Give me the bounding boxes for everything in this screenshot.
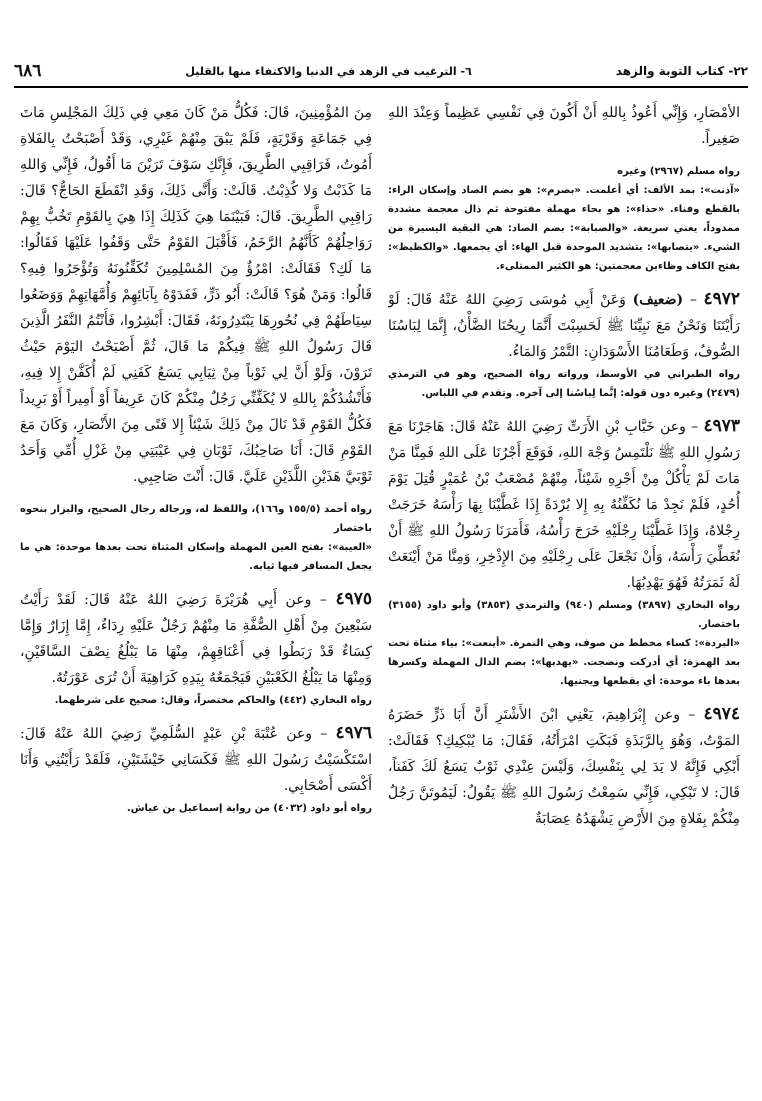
hadith-number: ٤٩٧٥	[335, 589, 372, 609]
hadith-text: وَعَنْ أَبِي مُوسَى رَضِيَ اللهُ عَنْهُ قَالَ: لَوْ رَأَيْتَنَا وَنَحْنُ مَعَ نَبِيِّنَا ﷺ لَحَسِبْتَ أَنَّمَا رِيحُنَا الضَّأْنُ، إِنَّمَا لِبَاسُنَا الصُّوفُ، وَطَعَامُنَا الأَسْوَدَانِ: التَّمْرُ وَالمَاءُ.	[388, 292, 740, 360]
hadith-4974-gloss: «العيبة»: بفتح العين المهملة وإسكان المثناة تحت بعدها موحدة: هي ما يجعل المسافر فيها ثيابه.	[20, 542, 372, 572]
right-column	[388, 100, 740, 1091]
hadith-grade: (ضعيف)	[632, 292, 684, 308]
hadith-text: وعن أَبِي هُرَيْرَةَ رَضِيَ اللهُ عَنْهُ قَالَ: لَقَدْ رَأَيْتُ سَبْعِينَ مِنْ أَهْلِ الصُّفَّةِ مَا مِنْهُمْ رَجُلٌ عَلَيْهِ رِدَاءٌ، إِمَّا إِزَارٌ وَإِمَّا كِسَاءٌ قَدْ رَبَطُوا فِي أَعْنَاقِهِمْ، مِنْهَا مَا يَبْلُغُ نِصْفَ السَّاقَيْنِ، وَمِنْهَا مَا يَبْلُغُ الكَعْبَيْنِ فَيَجْمَعُهُ بِيَدِهِ كَرَاهِيَةَ أَنْ تُرَى عَوْرَتُهُ.	[20, 592, 372, 686]
hadith-4973-source: رواه البخاري (٣٨٩٧) ومسلم (٩٤٠) والترمذي (٣٨٥٣) وأبو داود (٣١٥٥) باختصار.	[388, 600, 740, 630]
hadith-4971-gloss: «آذنت»: بمد الألف: أي أعلمت. «بصرم»: هو بضم الصاد وإسكان الراء: بالقطع وفناء. «حذاء»: هو بحاء مهملة مفتوحة ثم ذال معجمة مشددة ممدوداً، يعني سريعة. «والصبابة»: بضم الصاد: هي البقية اليسيرة من الشيء. «يتصابها»: بتشديد الموحدة قبل الهاء: أي يجمعها. «والكظيظ»: بفتح الكاف وظاءين معجمتين: هو الكثير الممتلىء.	[388, 185, 740, 272]
hadith-4976: ٤٩٧٦ – وعن عُتْبَةَ بْنِ عَبْدٍ السُّلَمِيِّ رَضِيَ اللهُ عَنْهُ قَالَ: اسْتَكْسَيْتُ رَسُولَ اللهِ ﷺ فَكَسَانِي خَيْشَتَيْنِ، فَلَقَدْ رَأَيْتُنِي وَأَنَا أَكْسَى أَصْحَابِي.	[20, 723, 372, 794]
hadith-text: وعن إِبْرَاهِيمَ، يَعْنِي ابْنَ الأَشْتَرِ أَنَّ أَبَا ذَرٍّ حَضَرَهُ المَوْتُ، وَهُوَ بِالرَّبَذَةِ فَبَكَتِ امْرَأَتُهُ، فَقَالَ: مَا يُبْكِيكِ؟ فَقَالَتْ: أَبْكِي فَإِنَّهُ لا يَدَ لِي بِنَفْسِكَ، وَلَيْسَ عِنْدِي ثَوْبٌ يَسَعُ لَكَ كَفَناً، قَالَ: لا تَبْكِي، فَإِنِّي سَمِعْتُ رَسُولَ اللهِ ﷺ يَقُولُ: لَيَمُوتَنَّ رَجُلٌ مِنْكُمْ بِفَلاةٍ مِنَ الأَرْضِ يَشْهَدُهُ عِصَابَةٌ	[388, 707, 740, 827]
hadith-number: ٤٩٧٤	[703, 704, 740, 724]
hadith-4971-source: رواه مسلم (٢٩٦٧) وغيره	[617, 166, 740, 177]
hadith-text: وعن عُتْبَةَ بْنِ عَبْدٍ السُّلَمِيِّ رَضِيَ اللهُ عَنْهُ قَالَ: اسْتَكْسَيْتُ رَسُولَ اللهِ ﷺ فَكَسَانِي خَيْشَتَيْنِ، فَلَقَدْ رَأَيْتُنِي وَأَنَا أَكْسَى أَصْحَابِي.	[20, 726, 372, 794]
hadith-4973: ٤٩٧٣ – وعن خَبَّابِ بْنِ الأَرَتِّ رَضِيَ اللهُ عَنْهُ قَالَ: هَاجَرْنَا مَعَ رَسُولِ اللهِ ﷺ نَلْتَمِسُ وَجْهَ اللهِ، فَوَقَعَ أَجْرُنَا عَلَى اللهِ فَمِنَّا مَنْ مَاتَ لَمْ يَأْكُلْ مِنْ أَجْرِهِ شَيْئاً، مِنْهُمْ مُصْعَبُ بْنُ عُمَيْرٍ قُتِلَ يَوْمَ أُحُدٍ، فَلَمْ نَجِدْ مَا نُكَفِّنُهُ بِهِ إِلا بُرْدَةً إِذَا غَطَّيْنَا بِهَا رَأْسَهُ خَرَجَتْ رِجْلاهُ، وَإِذَا غَطَّيْنَا رِجْلَيْهِ خَرَجَ رَأْسُهُ، فَأَمَرَنَا رَسُولُ اللهِ ﷺ أَنْ نُغَطِّيَ رَأْسَهُ، وَأَنْ نَجْعَلَ عَلَى رِجْلَيْهِ مِنَ الإِذْخِرِ، وَمِنَّا مَنْ أَيْنَعَتْ لَهُ ثَمَرَتُهُ فَهُوَ يَهْدِبُهَا.	[388, 416, 740, 591]
chapter-title: ٦- الترغيب في الزهد في الدنيا والاكتفاء منها بالقليل	[185, 64, 472, 78]
hadith-4976-source: رواه أبو داود (٤٠٣٢) من رواية إسماعيل بن عياش.	[126, 803, 372, 814]
hadith-4975-source: رواه البخاري (٤٤٢) والحاكم مختصراً، وقال: صحيح على شرطهما.	[54, 695, 372, 706]
hadith-text: وعن خَبَّابِ بْنِ الأَرَتِّ رَضِيَ اللهُ عَنْهُ قَالَ: هَاجَرْنَا مَعَ رَسُولِ اللهِ ﷺ نَلْتَمِسُ وَجْهَ اللهِ، فَوَقَعَ أَجْرُنَا عَلَى اللهِ فَمِنَّا مَنْ مَاتَ لَمْ يَأْكُلْ مِنْ أَجْرِهِ شَيْئاً، مِنْهُمْ مُصْعَبُ بْنُ عُمَيْرٍ قُتِلَ يَوْمَ أُحُدٍ، فَلَمْ نَجِدْ مَا نُكَفِّنُهُ بِهِ إِلا بُرْدَةً إِذَا غَطَّيْنَا بِهَا رَأْسَهُ خَرَجَتْ رِجْلاهُ، وَإِذَا غَطَّيْنَا رِجْلَيْهِ خَرَجَ رَأْسُهُ، فَأَمَرَنَا رَسُولُ اللهِ ﷺ أَنْ نُغَطِّيَ رَأْسَهُ، وَأَنْ نَجْعَلَ عَلَى رِجْلَيْهِ مِنَ الإِذْخِرِ، وَمِنَّا مَنْ أَيْنَعَتْ لَهُ ثَمَرَتُهُ فَهُوَ يَهْدِبُهَا.	[388, 419, 740, 591]
hadith-4972: ٤٩٧٢ – (ضعيف) وَعَنْ أَبِي مُوسَى رَضِيَ اللهُ عَنْهُ قَالَ: لَوْ رَأَيْتَنَا وَنَحْنُ مَعَ نَبِيِّنَا ﷺ لَحَسِبْتَ أَنَّمَا رِيحُنَا الضَّأْنُ، إِنَّمَا لِبَاسُنَا الصُّوفُ، وَطَعَامُنَا الأَسْوَدَانِ: التَّمْرُ وَالمَاءُ.	[388, 289, 740, 360]
hadith-4973-gloss: «البردة»: كساء مخطط من صوف، وهي النمرة. «أينعت»: بياء مثناة تحت بعد الهمزة: أي أدركت ونضجت. «يهدبها»: بضم الدال المهملة وكسرها بعدها باء موحدة: أي يقطعها ويجنيها.	[388, 638, 740, 687]
hadith-number: ٤٩٧٣	[703, 416, 740, 436]
hadith-number: ٤٩٧٢	[703, 289, 740, 309]
page-number: ٦٨٦	[14, 61, 42, 81]
hadith-number: ٤٩٧٦	[335, 723, 372, 743]
hadith-4975: ٤٩٧٥ – وعن أَبِي هُرَيْرَةَ رَضِيَ اللهُ عَنْهُ قَالَ: لَقَدْ رَأَيْتُ سَبْعِينَ مِنْ أَهْلِ الصُّفَّةِ مَا مِنْهُمْ رَجُلٌ عَلَيْهِ رِدَاءٌ، إِمَّا إِزَارٌ وَإِمَّا كِسَاءٌ قَدْ رَبَطُوا فِي أَعْنَاقِهِمْ، مِنْهَا مَا يَبْلُغُ نِصْفَ السَّاقَيْنِ، وَمِنْهَا مَا يَبْلُغُ الكَعْبَيْنِ فَيَجْمَعُهُ بِيَدِهِ كَرَاهِيَةَ أَنْ تُرَى عَوْرَتُهُ.	[20, 589, 372, 686]
page-header	[14, 56, 748, 88]
hadith-4971-ending: الأمْصَارِ، وَإِنِّي أَعُوذُ بِاللهِ أَنْ أَكُونَ فِي نَفْسِي عَظِيماً وَعِنْدَ اللهِ صَغِيراً.	[388, 105, 740, 147]
hadith-4974-continuation: مِنَ المُؤْمِنِينَ، قَالَ: فَكُلُّ مَنْ كَانَ مَعِي فِي ذَلِكَ المَجْلِسِ مَاتَ فِي جَمَاعَةٍ وَقَرْيَةٍ، فَلَمْ يَبْقَ مِنْهُمْ غَيْرِي، وَقَدْ أَصْبَحْتُ بِالفَلاةِ أَمُوتُ، فَرَاقِبِي الطَّرِيقَ، فَإِنَّكِ سَوْفَ تَرَيْنَ مَا أَقُولُ، فَإِنِّي وَاللهِ مَا كَذَبْتُ وَلا كُذِبْتُ. قَالَتْ: وَأَنَّى ذَلِكَ، وَقَدِ انْقَطَعَ الحَاجُّ؟ قَالَ: رَاقِبِي الطَّرِيقَ. قَالَ: فَبَيْنَمَا هِيَ كَذَلِكَ إِذَا هِيَ بِالقَوْمِ تَخُبُّ بِهِمْ رَوَاحِلُهُمْ كَأَنَّهُمُ الرَّخَمُ، فَأَقْبَلَ القَوْمُ حَتَّى وَقَفُوا عَلَيْهَا فَقَالُوا: مَا لَكِ؟ فَقَالَتْ: امْرُؤٌ مِنَ المُسْلِمِينَ تُكَفِّنُونَهُ وَتُؤْجَرُوا فِيهِ؟ قَالُوا: وَمَنْ هُوَ؟ قَالَتْ: أَبُو ذَرٍّ، فَفَدَوْهُ بِآبَائِهِمْ وَأُمَّهَاتِهِمْ وَوَضَعُوا سِيَاطَهُمْ فِي نُحُورِهَا يَبْتَدِرُونَهُ، فَقَالَ: أَبْشِرُوا، فَأَنْتُمُ النَّفَرُ الَّذِينَ قَالَ رَسُولُ اللهِ ﷺ فِيكُمْ مَا قَالَ، ثُمَّ أَصْبَحْتُ اليَوْمَ حَيْثُ تَرَوْنَ، وَلَوْ أَنَّ لِي ثَوْباً مِنْ ثِيَابِي يَسَعُ كَفَنِي لَمْ أُكَفَّنْ إِلا فِيهِ، فَأَنْشُدُكُمْ بِاللهِ لا يُكَفِّنِّي رَجُلٌ مِنْكُمْ كَانَ عَرِيفاً أَوْ أَمِيراً أَوْ بَرِيداً فَكُلُّ القَوْمِ قَدْ نَالَ مِنْ ذَلِكَ شَيْئاً إِلا فَتًى مِنَ الأَنْصَارِ، وَكَانَ مَعَ القَوْمِ قَالَ: أَنَا صَاحِبُكَ، ثَوْبَانِ فِي عَيْبَتِي مِنْ غَزْلِ أُمِّي وَأَحَدُ ثَوْبَيَّ هَذَيْنِ اللَّذَيْنِ عَلَيَّ. قَالَ: أَنْتَ صَاحِبِي.	[20, 105, 372, 485]
hadith-4972-source: رواه الطبراني في الأوسط، ورواته رواة الصحيح، وهو في الترمذي (٢٤٧٩) وغيره دون قوله: إنَّما لِباسُنا إلى آخره. وتقدم في اللباس.	[388, 369, 740, 399]
book-title: ٢٢- كتاب التوبة والزهد	[615, 64, 748, 78]
hadith-4974-source: رواه أحمد (١٥٥/٥ و١٦٦)، واللفظ له، ورجاله رجال الصحيح، والبزار بنحوه باختصار	[20, 504, 372, 534]
left-column	[20, 100, 372, 1091]
hadith-4974: ٤٩٧٤ – وعن إِبْرَاهِيمَ، يَعْنِي ابْنَ الأَشْتَرِ أَنَّ أَبَا ذَرٍّ حَضَرَهُ المَوْتُ، وَهُوَ بِالرَّبَذَةِ فَبَكَتِ امْرَأَتُهُ، فَقَالَ: مَا يُبْكِيكِ؟ فَقَالَتْ: أَبْكِي فَإِنَّهُ لا يَدَ لِي بِنَفْسِكَ، وَلَيْسَ عِنْدِي ثَوْبٌ يَسَعُ لَكَ كَفَناً، قَالَ: لا تَبْكِي، فَإِنِّي سَمِعْتُ رَسُولَ اللهِ ﷺ يَقُولُ: لَيَمُوتَنَّ رَجُلٌ مِنْكُمْ بِفَلاةٍ مِنَ الأَرْضِ يَشْهَدُهُ عِصَابَةٌ	[388, 704, 740, 827]
